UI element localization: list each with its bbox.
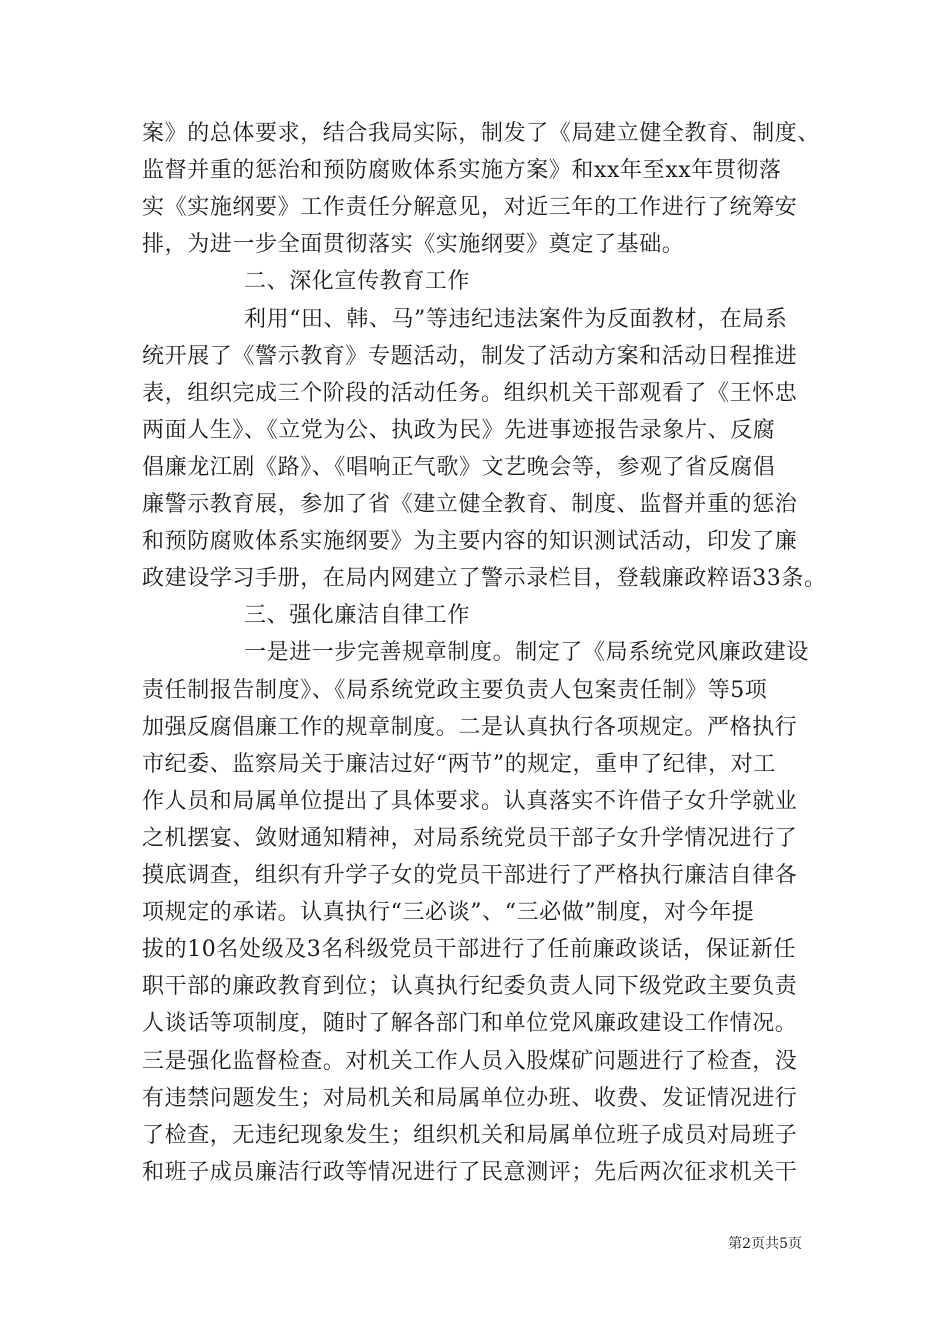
- text-line: 表，组织完成三个阶段的活动任务。组织机关干部观看了《王怀忠: [142, 380, 798, 406]
- text-line: 加强反腐倡廉工作的规章制度。二是认真执行各项规定。严格执行: [142, 714, 798, 740]
- text-line: 三是强化监督检查。对机关工作人员入股煤矿问题进行了检查，没: [142, 1048, 798, 1074]
- text-line: 摸底调查，组织有升学子女的党员干部进行了严格执行廉洁自律各: [142, 863, 798, 888]
- text-line: 政建设学习手册，在局内网建立了警示录栏目，登载廉政粹语33条。: [142, 566, 827, 592]
- text-line: 责任制报告制度》、《局系统党政主要负责人包案责任制》等5项: [142, 677, 768, 703]
- text-line: 项规定的承诺。认真执行“三必谈”、“三必做”制度，对今年提: [142, 900, 755, 926]
- text-line: 排，为进一步全面贯彻落实《实施纲要》奠定了基础。: [142, 232, 685, 258]
- text-line: 了检查，无违纪现象发生；组织机关和局属单位班子成员对局班子: [142, 1122, 798, 1148]
- text-line: 和预防腐败体系实施纲要》为主要内容的知识测试活动，印发了廉: [142, 529, 798, 555]
- text-line: 统开展了《警示教育》专题活动，制发了活动方案和活动日程推进: [142, 343, 798, 369]
- text-line: 监督并重的惩治和预防腐败体系实施方案》和xx年至xx年贯彻落: [142, 158, 782, 184]
- text-line: 人谈话等项制度，随时了解各部门和单位党风廉政建设工作情况。: [142, 1011, 798, 1037]
- section-heading: 三、强化廉洁自律工作: [244, 603, 471, 629]
- text-line: 拔的10名处级及3名科级党员干部进行了任前廉政谈话，保证新任: [142, 937, 796, 963]
- text-line: 职干部的廉政教育到位；认真执行纪委负责人同下级党政主要负责: [142, 974, 798, 1000]
- section-heading: 二、深化宣传教育工作: [244, 269, 471, 295]
- text-line: 有违禁问题发生；对局机关和局属单位办班、收费、发证情况进行: [142, 1085, 798, 1111]
- text-line: 和班子成员廉洁行政等情况进行了民意测评；先后两次征求机关干: [142, 1159, 798, 1185]
- text-line: 利用“田、韩、马”等违纪违法案件为反面教材，在局系: [244, 306, 788, 332]
- text-line: 廉警示教育展，参加了省《建立健全教育、制度、监督并重的惩治: [142, 492, 798, 517]
- text-line: 市纪委、监察局关于廉洁过好“两节”的规定，重申了纪律，对工: [142, 751, 776, 777]
- text-line: 案》的总体要求，结合我局实际，制发了《局建立健全教育、制度、: [142, 121, 821, 146]
- page-number: 第2页共5页: [728, 1236, 802, 1252]
- text-line: 之机摆宴、敛财通知精神，对局系统党员干部子女升学情况进行了: [142, 825, 798, 851]
- text-line: 一是进一步完善规章制度。制定了《局系统党风廉政建设: [244, 640, 810, 666]
- text-line: 作人员和局属单位提出了具体要求。认真落实不许借子女升学就业: [142, 788, 798, 814]
- text-line: 实《实施纲要》工作责任分解意见，对近三年的工作进行了统筹安: [142, 195, 798, 221]
- text-line: 两面人生》、《立党为公、执政为民》先进事迹报告录象片、反腐: [142, 417, 776, 443]
- text-line: 倡廉龙江剧《路》、《唱响正气歌》文艺晚会等，参观了省反腐倡: [142, 454, 776, 480]
